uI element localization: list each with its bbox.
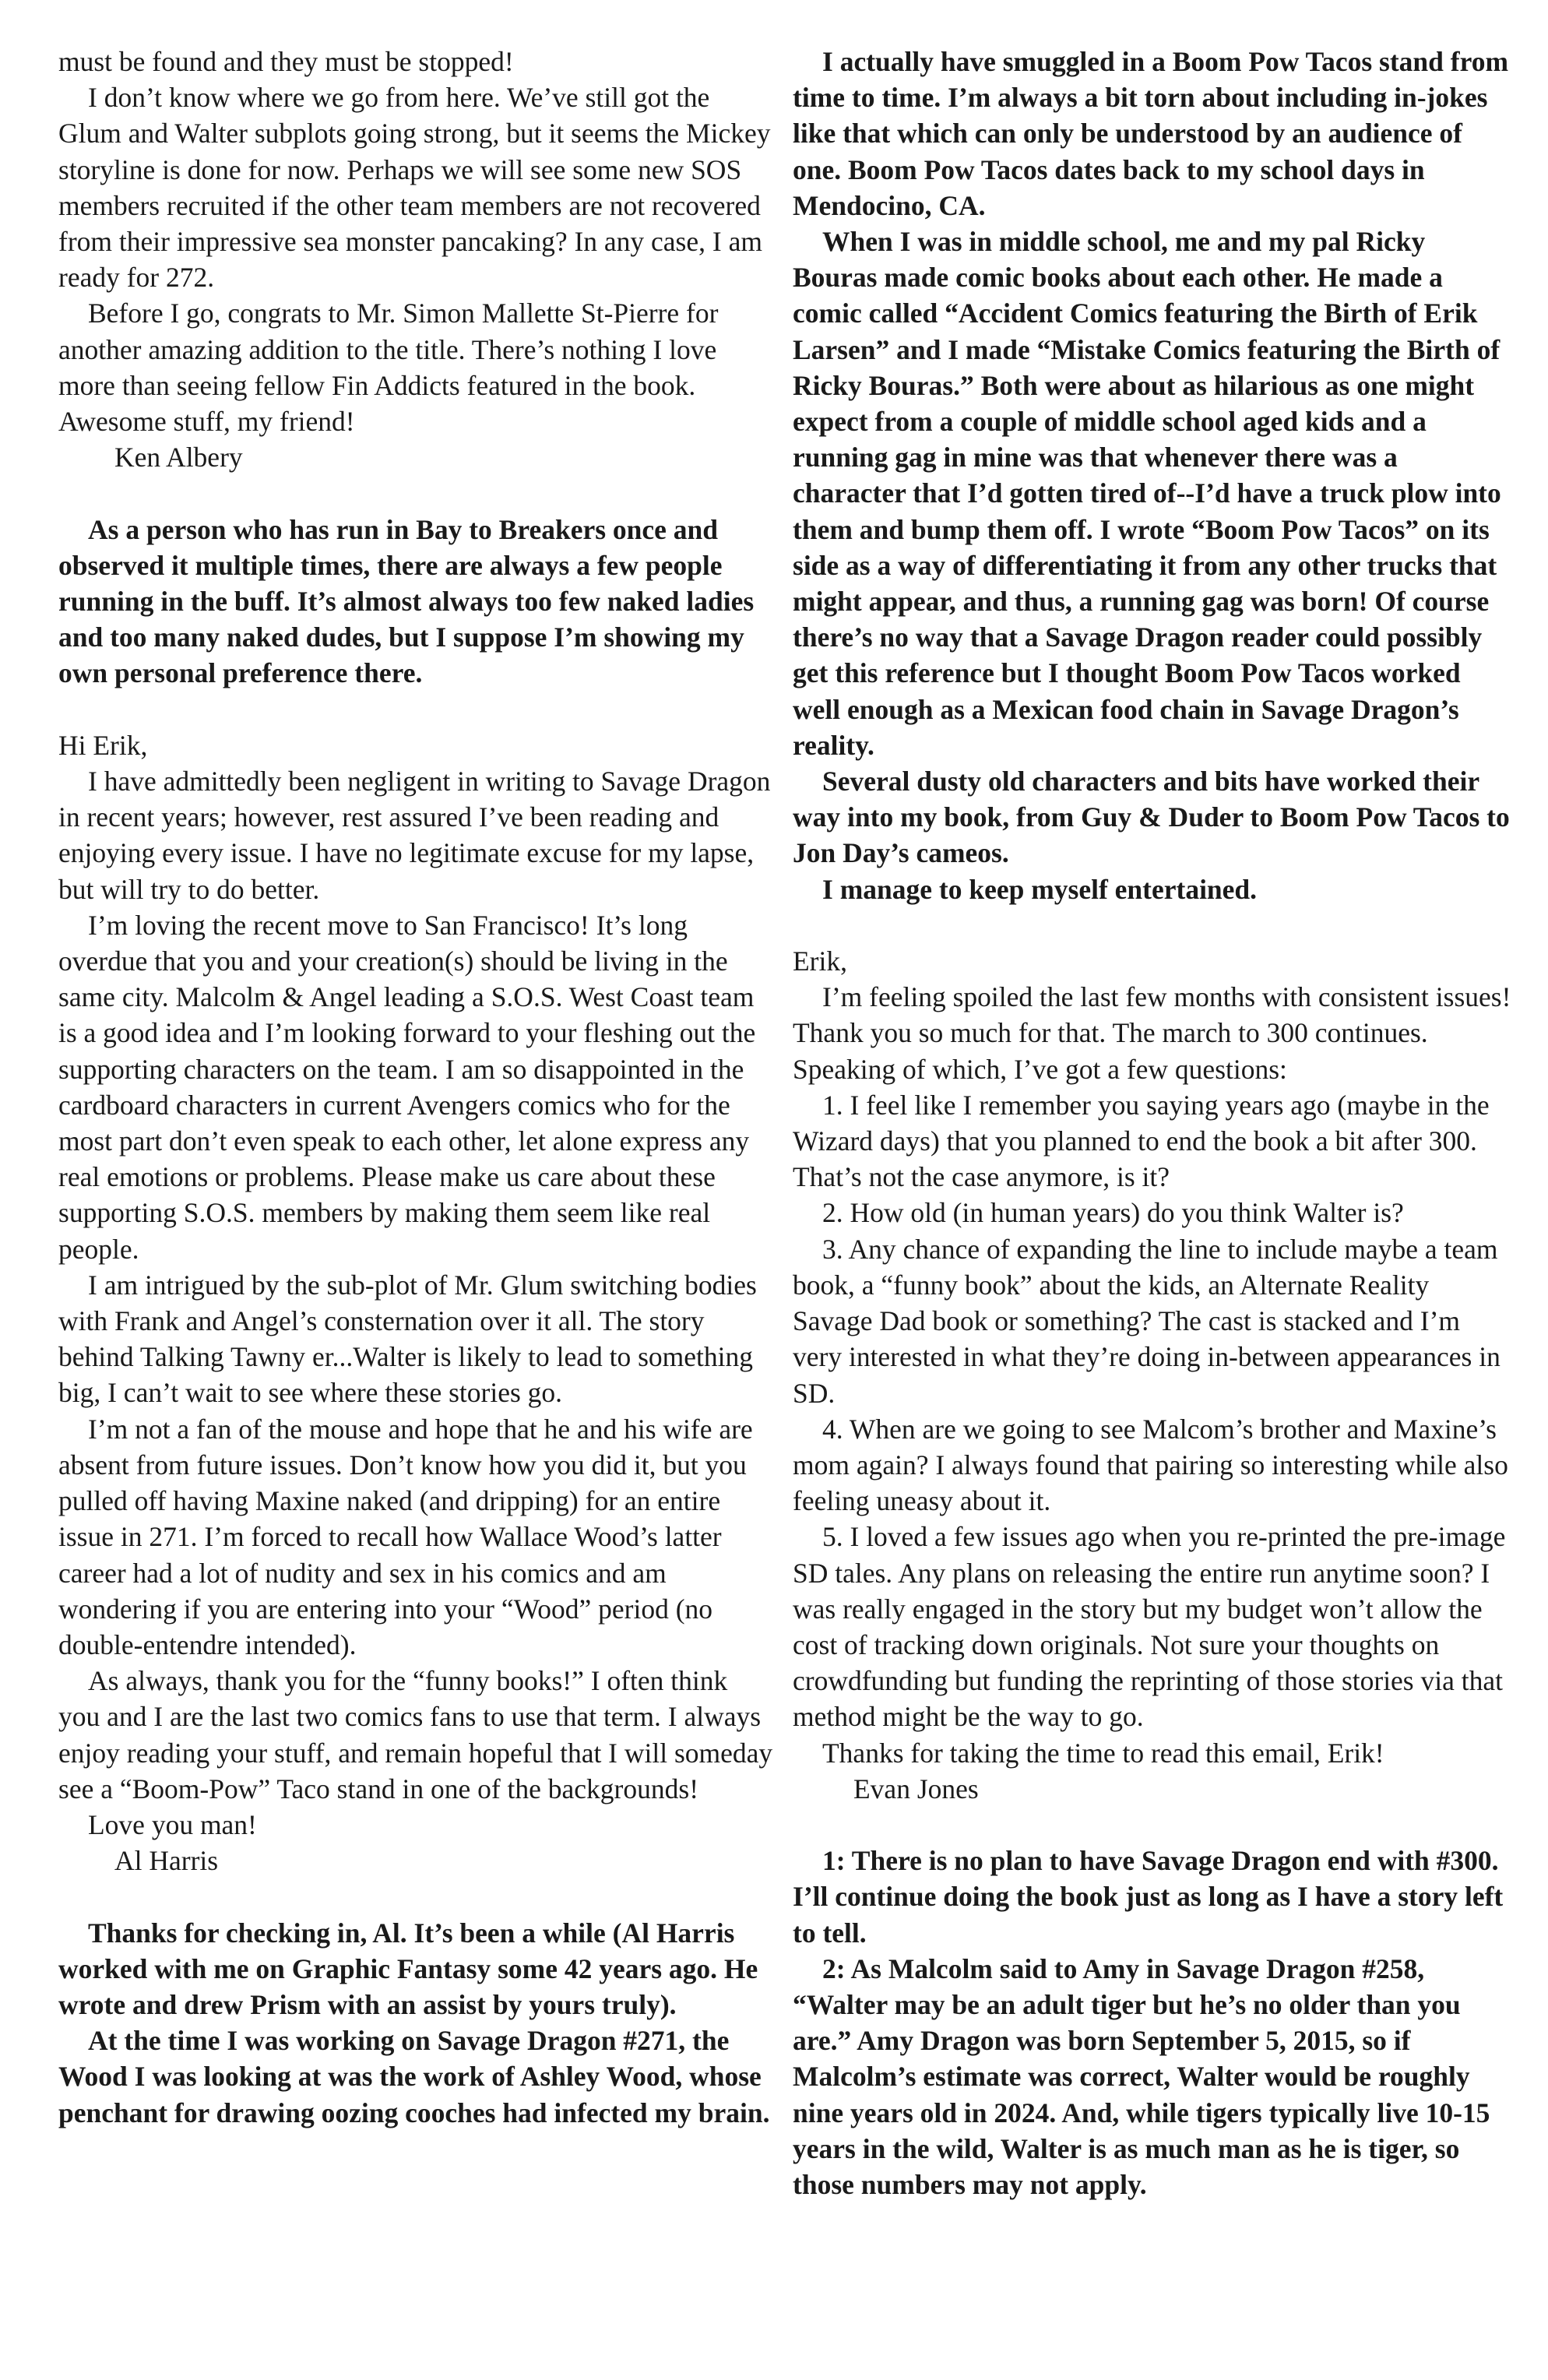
section-gap xyxy=(793,1807,1513,1843)
ken-letter-paragraph: must be found and they must be stopped! xyxy=(58,46,514,77)
ken-signature: Ken Albery xyxy=(114,442,243,474)
editor-reply-ken: As a person who has run in Bay to Breakers once and observed it multiple times, there are always a few people running in the buff. It’s almost always too few naked ladies and too many naked dudes, but I suppose I’m showing my own personal preference there. xyxy=(58,513,755,689)
al-letter-paragraph: As always, thank you for the “funny books!” I often think you and I are the last two comics fans to use that term. I always enjoy reading your stuff, and remain hopeful that I will someday see a “Boom-Pow” Taco stand in one of the backgrounds! xyxy=(58,1665,773,1804)
evan-question: 4. When are we going to see Malcom’s brother and Maxine’s mom again? I always found that pairing so interesting while also feeling uneasy about it. xyxy=(793,1413,1508,1517)
right-column xyxy=(793,44,1513,2202)
editor-reply-al: Thanks for checking in, Al. It’s been a while (Al Harris worked with me on Graphic Fantasy some 42 years ago. He wrote and drew Prism with an assist by yours truly). xyxy=(58,1917,758,2020)
ken-letter-paragraph: I don’t know where we go from here. We’ve still got the Glum and Walter subplots going strong, but it seems the Mickey storyline is done for now. Perhaps we will see some new SOS members recruited if the other team members are not recovered from their impressive sea monster pancaking? In any case, I am ready for 272. xyxy=(58,82,771,294)
al-greeting: Hi Erik, xyxy=(58,729,148,761)
section-gap xyxy=(58,692,775,727)
evan-question: 5. I loved a few issues ago when you re-printed the pre-image SD tales. Any plans on releasing the entire run anytime soon? I was really engaged in the story but my budget won’t allow the cost of tracking down originals. Not sure your thoughts on crowdfunding but funding the reprinting of those stories via that method might be the way to go. xyxy=(793,1521,1506,1733)
section-gap xyxy=(793,907,1513,943)
al-letter-paragraph: I have admittedly been negligent in writing to Savage Dragon in recent years; however, rest assured I’ve been reading and enjoying every issue. I have no legitimate excuse for my lapse, but will try to do better. xyxy=(58,766,771,905)
editor-reply-al-cont: I manage to keep myself entertained. xyxy=(822,873,1258,905)
section-gap xyxy=(58,475,775,511)
al-letter-paragraph: I am intrigued by the sub-plot of Mr. Glum switching bodies with Frank and Angel’s consternation over it all. The story behind Talking Tawny er...Walter is likely to lead to something big, I can’t wait to see where these stories go. xyxy=(58,1269,757,1409)
al-closing: Love you man! xyxy=(88,1808,257,1840)
evan-greeting: Erik, xyxy=(793,945,847,977)
ken-letter-paragraph: Before I go, congrats to Mr. Simon Mallette St-Pierre for another amazing addition to the title. There’s nothing I love more than seeing fellow Fin Addicts featured in the book. Awesome stuff, my friend! xyxy=(58,298,719,438)
evan-question: 3. Any chance of expanding the line to include maybe a team book, a “funny book” about the kids, an Alternate Reality Savage Dad book or something? The cast is stacked and I’m very interested in what they’re doing in-between appearances in SD. xyxy=(793,1233,1501,1409)
evan-question: 2. How old (in human years) do you think Walter is? xyxy=(822,1197,1404,1229)
editor-reply-al-cont: I actually have smuggled in a Boom Pow Tacos stand from time to time. I’m always a bit torn about including in-jokes like that which can only be understood by an audience of one. Boom Pow Tacos dates back to my school days in Mendocino, CA. xyxy=(793,46,1509,221)
al-signature: Al Harris xyxy=(114,1845,219,1877)
evan-signature: Evan Jones xyxy=(853,1773,979,1804)
editor-reply-evan: 1: There is no plan to have Savage Dragon end with #300. I’ll continue doing the book just as long as I have a story left to tell. xyxy=(793,1845,1504,1949)
editor-reply-evan: 2: As Malcolm said to Amy in Savage Dragon #258, “Walter may be an adult tiger but he’s no older than you are.” Amy Dragon was born September 5, 2015, so if Malcolm’s estimate was correct, Walter would be roughly nine years old in 2024. And, while tigers typically live 10-15 years in the wild, Walter is as much man as he is tiger, so those numbers may not apply. xyxy=(793,1952,1490,2200)
section-gap xyxy=(58,1878,775,1914)
evan-question: 1. I feel like I remember you saying years ago (maybe in the Wizard days) that you planned to end the book a bit after 300. That’s not the case anymore, is it? xyxy=(793,1089,1490,1193)
al-letter-paragraph: I’m not a fan of the mouse and hope that he and his wife are absent from future issues. Don’t know how you did it, but you pulled off having Maxine naked (and dripping) for an entire issue in 271. I’m forced to recall how Wallace Wood’s latter career had a lot of nudity and sex in his comics and am wondering if you are entering into your “Wood” period (no double-entendre intended). xyxy=(58,1413,753,1660)
al-letter-paragraph: I’m loving the recent move to San Francisco! It’s long overdue that you and your creation(s) should be living in the same city. Malcolm & Angel leading a S.O.S. West Coast team is a good idea and I’m looking forward to your fleshing out the supporting characters on the team. I am so disappointed in the cardboard characters in current Avengers comics who for the most part don’t even speak to each other, let alone express any real emotions or problems. Please make us care about these supporting S.O.S. members by making them seem like real people. xyxy=(58,909,756,1265)
evan-letter-paragraph: I’m feeling spoiled the last few months with consistent issues! Thank you so much for that. The march to 300 continues. Speaking of which, I’ve got a few questions: xyxy=(793,981,1511,1085)
evan-thanks: Thanks for taking the time to read this email, Erik! xyxy=(822,1737,1384,1769)
editor-reply-al-cont: Several dusty old characters and bits have worked their way into my book, from Guy & Duder to Boom Pow Tacos to Jon Day’s cameos. xyxy=(793,766,1510,869)
editor-reply-al-cont: When I was in middle school, me and my pal Ricky Bouras made comic books about each other. He made a comic called “Accident Comics featuring the Birth of Erik Larsen” and I made “Mistake Comics featuring the Birth of Ricky Bouras.” Both were about as hilarious as one might expect from a couple of middle school aged kids and a running gag in mine was that whenever there was a character that I’d gotten tired of--I’d have a truck plow into them and bump them off. I wrote “Boom Pow Tacos” on its side as a way of differentiating it from any other trucks that might appear, and thus, a running gag was born! Of course there’s no way that a Savage Dragon reader could possibly get this reference but I thought Boom Pow Tacos worked well enough as a Mexican food chain in Savage Dragon’s reality. xyxy=(793,226,1501,761)
left-column xyxy=(58,44,775,2131)
editor-reply-al: At the time I was working on Savage Dragon #271, the Wood I was looking at was the work of Ashley Wood, whose penchant for drawing oozing cooches had infected my brain. xyxy=(58,2025,770,2128)
